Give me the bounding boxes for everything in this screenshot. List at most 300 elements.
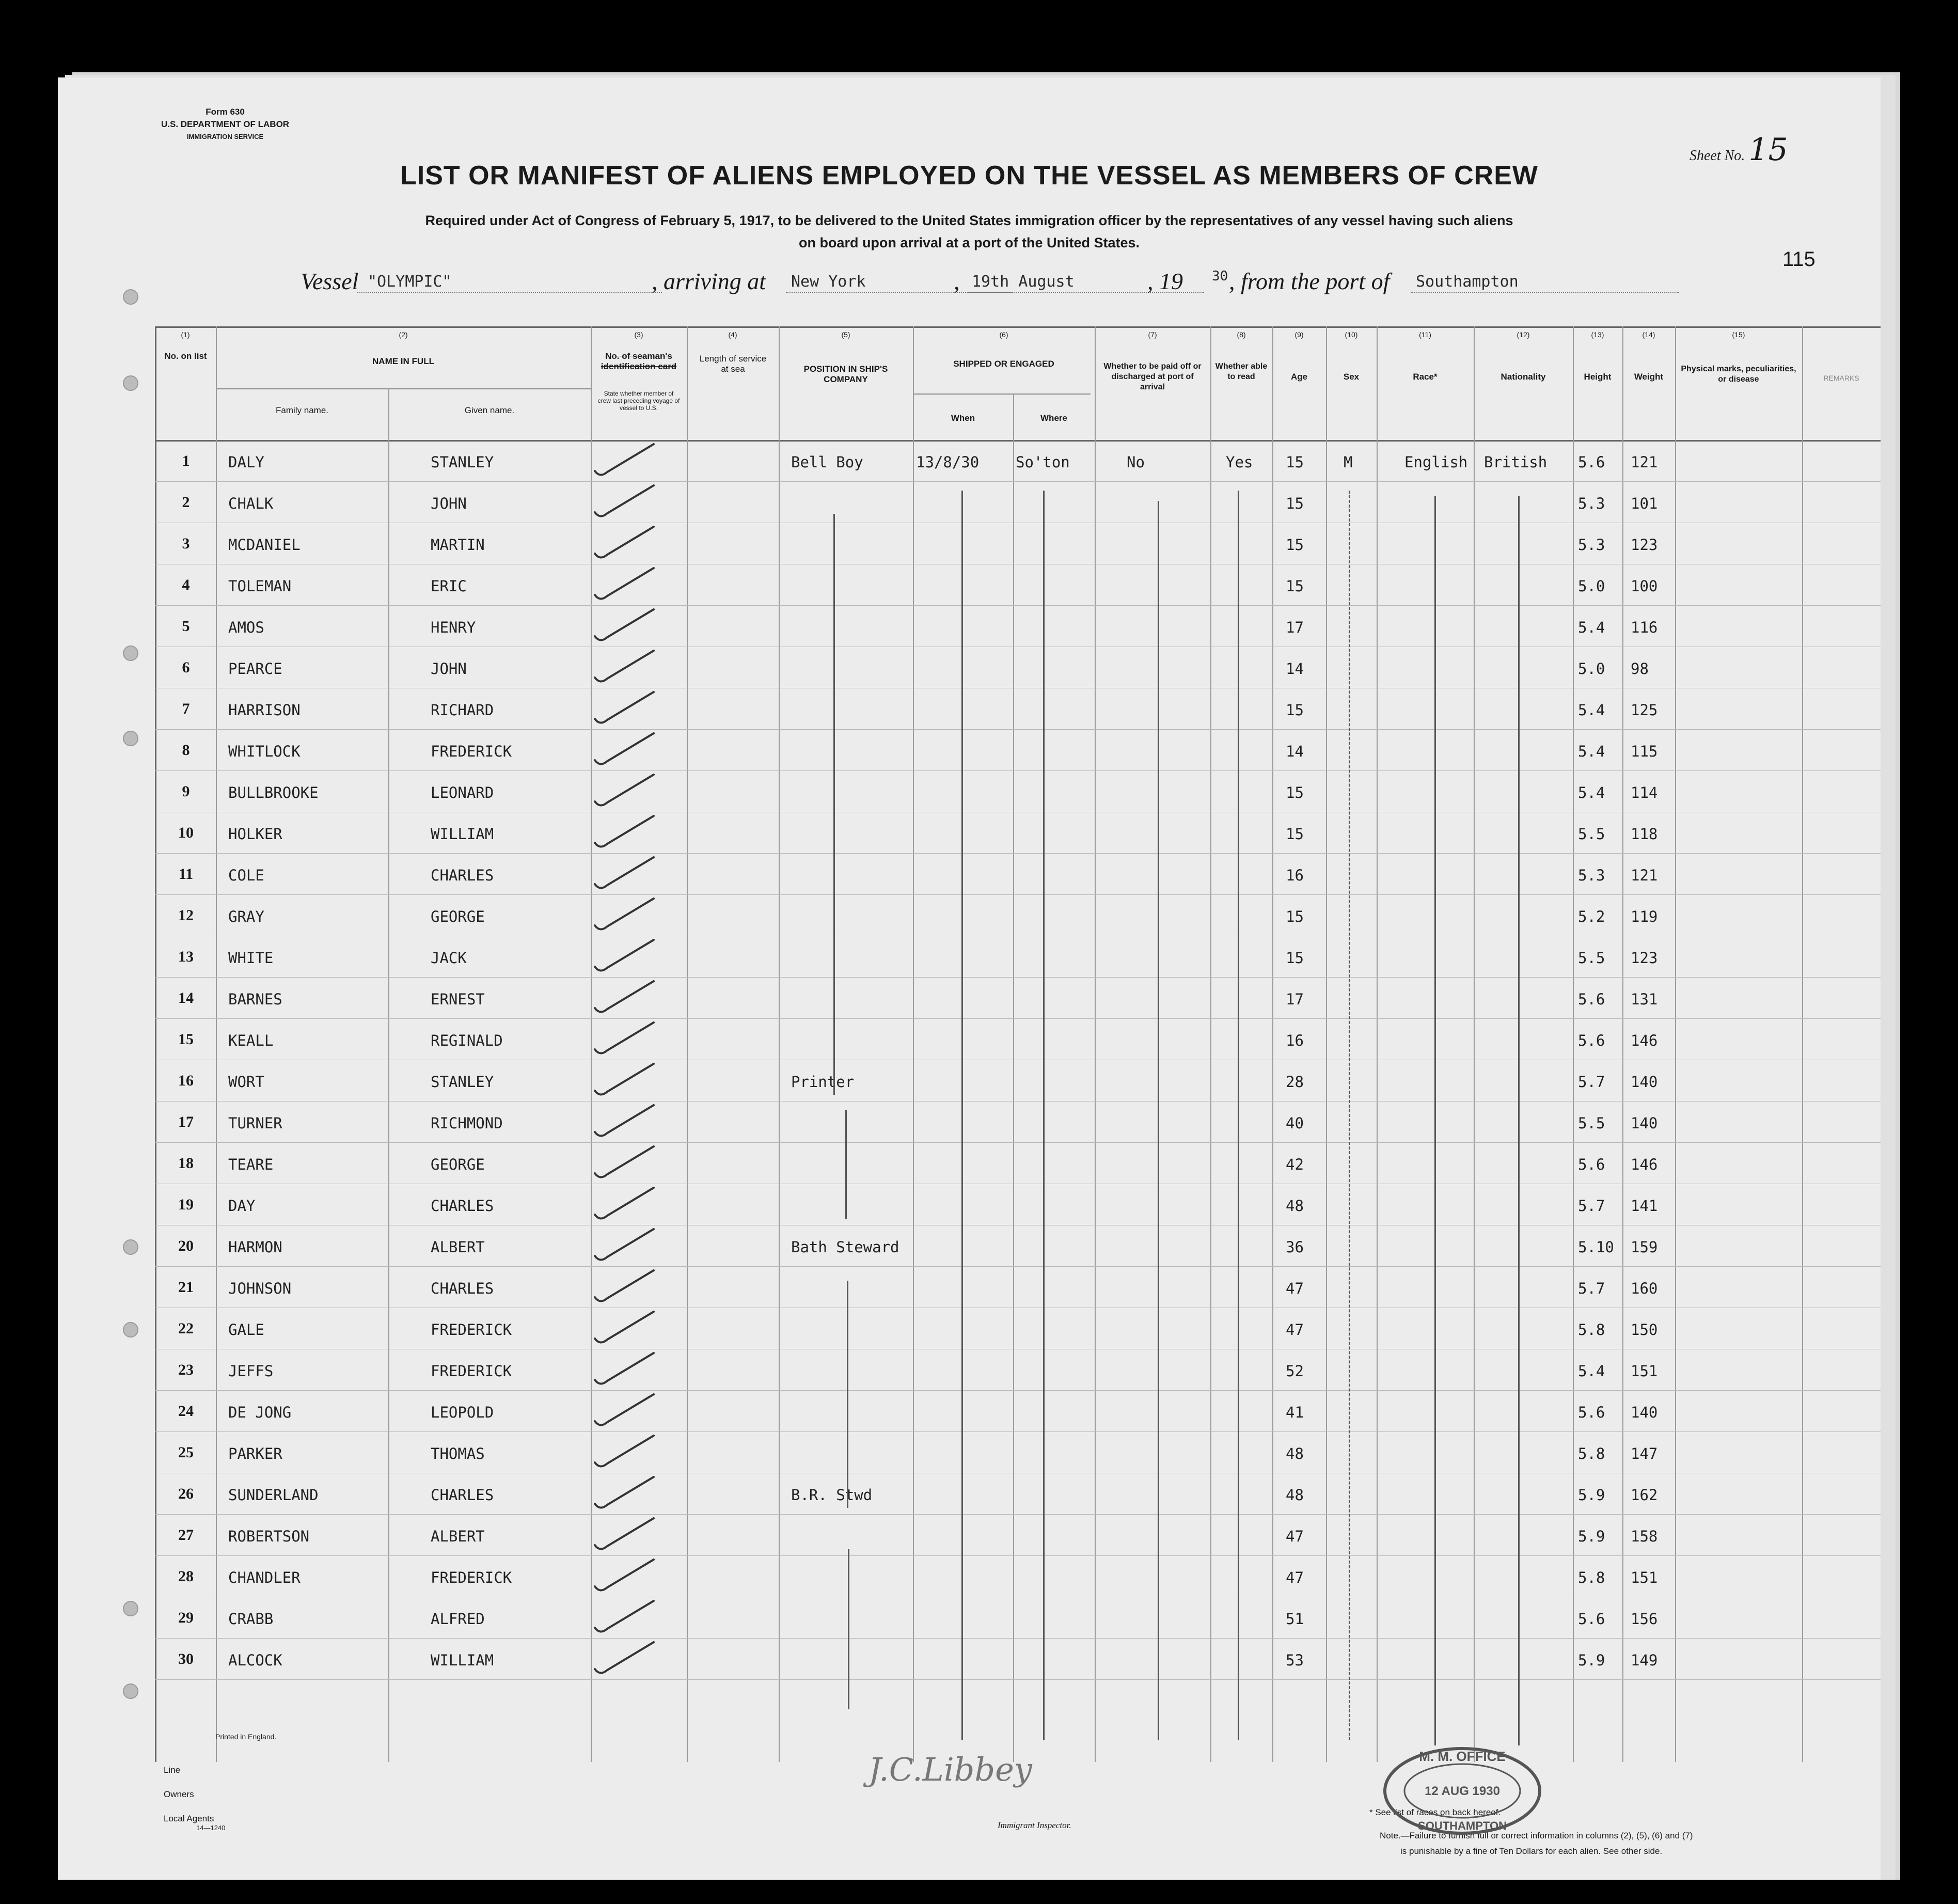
family-name-cell: CRABB bbox=[228, 1610, 274, 1628]
given-name-cell: THOMAS bbox=[431, 1445, 485, 1462]
family-name-cell: JEFFS bbox=[228, 1362, 274, 1380]
age-cell: 15 bbox=[1286, 577, 1304, 595]
weight-cell: 98 bbox=[1631, 660, 1649, 678]
race-note: * See list of races on back hereof. bbox=[1369, 1807, 1501, 1817]
height-cell: 5.7 bbox=[1578, 1197, 1605, 1215]
weight-cell: 162 bbox=[1631, 1486, 1658, 1504]
height-cell: 5.6 bbox=[1578, 1032, 1605, 1049]
given-name-cell: ERIC bbox=[431, 577, 467, 595]
colnum-5: (5) bbox=[841, 331, 850, 339]
col-line-7 bbox=[913, 326, 914, 1762]
age-cell: 40 bbox=[1286, 1114, 1304, 1132]
ditto-position-3 bbox=[847, 1281, 848, 1508]
check-mark bbox=[595, 444, 654, 475]
age-cell: 53 bbox=[1286, 1651, 1304, 1669]
row-rule bbox=[155, 481, 1881, 482]
height-cell: 5.6 bbox=[1578, 990, 1605, 1008]
service: IMMIGRATION SERVICE bbox=[186, 133, 264, 140]
weight-cell: 118 bbox=[1631, 825, 1658, 843]
colnum-12: (12) bbox=[1517, 331, 1530, 339]
hdr-where: Where bbox=[1040, 413, 1067, 423]
given-name-cell: STANLEY bbox=[431, 453, 494, 471]
weight-cell: 119 bbox=[1631, 908, 1658, 925]
colnum-10: (10) bbox=[1345, 331, 1358, 339]
family-name-cell: DAY bbox=[228, 1197, 256, 1215]
date-comma: , bbox=[954, 268, 960, 294]
height-cell: 5.3 bbox=[1578, 867, 1605, 884]
family-name-cell: WHITE bbox=[228, 949, 274, 967]
stamp-line-3: SOUTHAMPTON bbox=[1418, 1819, 1507, 1832]
office-stamp bbox=[1380, 1744, 1545, 1837]
height-cell: 5.0 bbox=[1578, 660, 1605, 678]
ditto-sex bbox=[1349, 491, 1350, 1740]
given-name-cell: LEOPOLD bbox=[431, 1404, 494, 1421]
inspector-signature: J.C.Libbey bbox=[869, 1751, 1032, 1788]
hdr-remarks: REMARKS bbox=[1823, 374, 1859, 382]
height-cell: 5.4 bbox=[1578, 619, 1605, 636]
col-line-3 bbox=[388, 388, 389, 1762]
height-cell: 5.9 bbox=[1578, 1651, 1605, 1669]
family-name-cell: KEALL bbox=[228, 1032, 274, 1049]
hdr-seaman-id: No. of seaman's identification card bbox=[601, 351, 677, 371]
weight-cell: 149 bbox=[1631, 1651, 1658, 1669]
family-name-cell: HOLKER bbox=[228, 825, 282, 843]
age-cell: 47 bbox=[1286, 1280, 1304, 1297]
hdr-when: When bbox=[951, 413, 975, 423]
date-value: 19th August bbox=[972, 273, 1075, 291]
hdr-seaman-note: State whether member of crew last preceding voyage of vessel to U.S. bbox=[597, 390, 680, 412]
colnum-1: (1) bbox=[181, 331, 190, 339]
row-number: 12 bbox=[178, 907, 194, 924]
age-cell: 15 bbox=[1286, 908, 1304, 925]
family-name-cell: BARNES bbox=[228, 990, 282, 1008]
given-name-cell: JACK bbox=[431, 949, 467, 967]
given-name-cell: GEORGE bbox=[431, 1156, 485, 1173]
family-name-cell: COLE bbox=[228, 867, 264, 884]
col-line-13 bbox=[1377, 326, 1378, 1762]
paid-off-cell: No bbox=[1127, 453, 1145, 471]
race-cell: English bbox=[1404, 453, 1468, 471]
row-number: 18 bbox=[178, 1155, 194, 1172]
colnum-6: (6) bbox=[999, 331, 1008, 339]
check-mark bbox=[595, 1270, 654, 1301]
family-name-cell: MCDANIEL bbox=[228, 536, 301, 554]
row-rule bbox=[155, 1638, 1881, 1639]
col-line-17 bbox=[1675, 326, 1676, 1762]
row-number: 14 bbox=[178, 989, 194, 1006]
hdr-paid-off: Whether to be paid off or discharged at port of arrival bbox=[1103, 362, 1202, 391]
family-name-cell: WHITLOCK bbox=[228, 743, 301, 760]
row-rule bbox=[155, 729, 1881, 730]
hdr-nationality: Nationality bbox=[1501, 372, 1546, 382]
check-mark bbox=[595, 1436, 654, 1467]
row-number: 16 bbox=[178, 1072, 194, 1089]
weight-cell: 146 bbox=[1631, 1032, 1658, 1049]
arriving-label: , arriving at bbox=[652, 268, 766, 294]
row-number: 10 bbox=[178, 824, 194, 841]
binder-hole bbox=[123, 1601, 138, 1616]
vessel-fill bbox=[357, 292, 662, 293]
row-number: 1 bbox=[182, 452, 190, 469]
colnum-13: (13) bbox=[1591, 331, 1604, 339]
row-number: 19 bbox=[178, 1196, 194, 1213]
header-bottom-rule bbox=[155, 440, 1881, 442]
subtitle-line-2: on board upon arrival at a port of the United States. bbox=[798, 235, 1140, 250]
weight-cell: 121 bbox=[1631, 453, 1658, 471]
given-name-cell: HENRY bbox=[431, 619, 476, 636]
row-number: 3 bbox=[182, 535, 190, 552]
row-rule bbox=[155, 1431, 1881, 1432]
height-cell: 5.3 bbox=[1578, 536, 1605, 554]
row-number: 21 bbox=[178, 1279, 194, 1296]
given-name-cell: ALBERT bbox=[431, 1528, 485, 1545]
row-rule bbox=[155, 1514, 1881, 1515]
weight-cell: 140 bbox=[1631, 1114, 1658, 1132]
family-name-cell: HARRISON bbox=[228, 701, 301, 719]
ditto-paid bbox=[1158, 501, 1159, 1740]
row-rule bbox=[155, 1679, 1881, 1680]
col-line-10 bbox=[1210, 326, 1211, 1762]
age-cell: 17 bbox=[1286, 990, 1304, 1008]
sheet-value: 15 bbox=[1748, 132, 1788, 168]
position-cell: Bell Boy bbox=[791, 453, 863, 471]
col-line-14 bbox=[1474, 326, 1475, 1762]
binder-hole bbox=[123, 731, 138, 746]
weight-cell: 115 bbox=[1631, 743, 1658, 760]
hdr-height: Height bbox=[1584, 372, 1612, 382]
col-line-15 bbox=[1573, 326, 1574, 1762]
position-cell: Printer bbox=[791, 1073, 855, 1091]
family-name-cell: TOLEMAN bbox=[228, 577, 292, 595]
check-mark bbox=[595, 568, 654, 599]
height-cell: 5.4 bbox=[1578, 784, 1605, 801]
age-cell: 16 bbox=[1286, 1032, 1304, 1049]
col-line-18 bbox=[1802, 326, 1803, 1762]
subtitle-line-1: Required under Act of Congress of February 5, 1917, to be delivered to the United States immigration officer by the representatives of any vessel having such aliens bbox=[425, 213, 1513, 228]
colnum-11: (11) bbox=[1419, 331, 1431, 339]
given-name-cell: CHARLES bbox=[431, 867, 494, 884]
year-value: 30 bbox=[1212, 269, 1228, 284]
height-cell: 5.6 bbox=[1578, 1156, 1605, 1173]
year-prefix-text: 19 bbox=[1159, 268, 1183, 294]
able-read-cell: Yes bbox=[1226, 453, 1253, 471]
check-mark bbox=[595, 857, 654, 888]
given-name-cell: JOHN bbox=[431, 495, 467, 512]
weight-cell: 100 bbox=[1631, 577, 1658, 595]
colnum-8: (8) bbox=[1237, 331, 1246, 339]
ditto-position-4 bbox=[848, 1549, 849, 1709]
age-cell: 28 bbox=[1286, 1073, 1304, 1091]
given-name-cell: FREDERICK bbox=[431, 743, 512, 760]
seaman-check-marks bbox=[591, 440, 687, 1762]
col-line-1 bbox=[155, 326, 156, 1762]
row-rule bbox=[155, 1390, 1881, 1391]
weight-cell: 146 bbox=[1631, 1156, 1658, 1173]
row-number: 2 bbox=[182, 494, 190, 511]
row-number: 8 bbox=[182, 742, 190, 759]
family-name-cell: ROBERTSON bbox=[228, 1528, 310, 1545]
hdr-physical: Physical marks, peculiarities, or disease bbox=[1681, 365, 1796, 384]
family-name-cell: DE JONG bbox=[228, 1404, 292, 1421]
footer-form-code: 14—1240 bbox=[196, 1824, 226, 1832]
given-name-cell: MARTIN bbox=[431, 536, 485, 554]
height-cell: 5.9 bbox=[1578, 1486, 1605, 1504]
hdr-race: Race* bbox=[1413, 372, 1438, 382]
given-name-cell: ALFRED bbox=[431, 1610, 485, 1628]
check-mark bbox=[595, 1105, 654, 1136]
check-mark bbox=[595, 1642, 654, 1673]
family-name-cell: WORT bbox=[228, 1073, 264, 1091]
colnum-4: (4) bbox=[728, 331, 737, 339]
weight-cell: 151 bbox=[1631, 1362, 1658, 1380]
row-rule bbox=[155, 894, 1881, 895]
height-cell: 5.5 bbox=[1578, 1114, 1605, 1132]
col-line-6 bbox=[779, 326, 780, 1762]
row-rule bbox=[155, 605, 1881, 606]
family-name-cell: PARKER bbox=[228, 1445, 282, 1462]
hdr-no-on-list: No. on list bbox=[164, 351, 207, 361]
weight-cell: 131 bbox=[1631, 990, 1658, 1008]
shipped-split-rule bbox=[913, 394, 1091, 395]
manifest-page bbox=[58, 77, 1881, 1880]
port-label: , from the port of bbox=[1229, 268, 1390, 294]
age-cell: 48 bbox=[1286, 1445, 1304, 1462]
hdr-given-name: Given name. bbox=[464, 405, 515, 415]
family-name-cell: CHALK bbox=[228, 495, 274, 512]
height-cell: 5.7 bbox=[1578, 1073, 1605, 1091]
row-rule bbox=[155, 977, 1881, 978]
age-cell: 51 bbox=[1286, 1610, 1304, 1628]
age-cell: 41 bbox=[1286, 1404, 1304, 1421]
family-name-cell: PEARCE bbox=[228, 660, 282, 678]
check-mark bbox=[595, 692, 654, 723]
hdr-age: Age bbox=[1290, 372, 1308, 382]
weight-cell: 125 bbox=[1631, 701, 1658, 719]
given-name-cell: WILLIAM bbox=[431, 825, 494, 843]
binder-hole bbox=[123, 646, 138, 661]
check-mark bbox=[595, 775, 654, 806]
age-cell: 47 bbox=[1286, 1569, 1304, 1586]
family-name-cell: DALY bbox=[228, 453, 264, 471]
age-cell: 48 bbox=[1286, 1486, 1304, 1504]
height-cell: 5.4 bbox=[1578, 1362, 1605, 1380]
form-number: Form 630 bbox=[206, 107, 245, 117]
colnum-7: (7) bbox=[1148, 331, 1157, 339]
penalty-note-2: is punishable by a fine of Ten Dollars for each alien. See other side. bbox=[1400, 1846, 1663, 1856]
row-number: 15 bbox=[178, 1031, 194, 1048]
row-number: 20 bbox=[178, 1237, 194, 1254]
hdr-length-service: Length of service at sea bbox=[699, 354, 767, 374]
check-mark bbox=[595, 1312, 654, 1343]
footer-owners: Owners bbox=[164, 1789, 194, 1799]
age-cell: 15 bbox=[1286, 536, 1304, 554]
hdr-position: POSITION IN SHIP'S COMPANY bbox=[803, 364, 888, 384]
weight-cell: 151 bbox=[1631, 1569, 1658, 1586]
given-name-cell: ALBERT bbox=[431, 1238, 485, 1256]
colnum-14: (14) bbox=[1642, 331, 1655, 339]
weight-cell: 140 bbox=[1631, 1073, 1658, 1091]
age-cell: 15 bbox=[1286, 784, 1304, 801]
row-number: 9 bbox=[182, 783, 190, 800]
row-number: 29 bbox=[178, 1609, 194, 1626]
age-cell: 17 bbox=[1286, 619, 1304, 636]
age-cell: 52 bbox=[1286, 1362, 1304, 1380]
row-rule bbox=[155, 1142, 1881, 1143]
hdr-shipped: SHIPPED OR ENGAGED bbox=[953, 359, 1054, 369]
table-top-rule bbox=[155, 326, 1881, 328]
given-name-cell: CHARLES bbox=[431, 1486, 494, 1504]
row-number: 24 bbox=[178, 1403, 194, 1420]
colnum-15: (15) bbox=[1732, 331, 1745, 339]
port-fill bbox=[1411, 292, 1679, 293]
given-name-cell: WILLIAM bbox=[431, 1651, 494, 1669]
family-name-cell: GRAY bbox=[228, 908, 264, 925]
family-name-cell: BULLBROOKE bbox=[228, 784, 319, 801]
height-cell: 5.7 bbox=[1578, 1280, 1605, 1297]
family-name-cell: AMOS bbox=[228, 619, 264, 636]
binder-hole bbox=[123, 1239, 138, 1255]
port-value: Southampton bbox=[1416, 273, 1519, 291]
check-mark bbox=[595, 1394, 654, 1425]
row-number: 25 bbox=[178, 1444, 194, 1461]
vessel-label: Vessel bbox=[301, 268, 359, 294]
row-rule bbox=[155, 1555, 1881, 1556]
binder-hole bbox=[123, 375, 138, 391]
given-name-cell: FREDERICK bbox=[431, 1569, 512, 1586]
colnum-9: (9) bbox=[1294, 331, 1304, 339]
age-cell: 36 bbox=[1286, 1238, 1304, 1256]
height-cell: 5.3 bbox=[1578, 495, 1605, 512]
check-mark bbox=[595, 1353, 654, 1384]
age-cell: 15 bbox=[1286, 453, 1304, 471]
col-line-8 bbox=[1013, 394, 1014, 1762]
footer-line: Line bbox=[164, 1765, 181, 1775]
row-number: 11 bbox=[178, 866, 194, 883]
position-cell: Bath Steward bbox=[791, 1238, 899, 1256]
weight-cell: 150 bbox=[1631, 1321, 1658, 1339]
age-cell: 47 bbox=[1286, 1528, 1304, 1545]
hdr-name-in-full: NAME IN FULL bbox=[372, 356, 434, 366]
check-mark bbox=[595, 981, 654, 1012]
age-cell: 42 bbox=[1286, 1156, 1304, 1173]
binder-hole bbox=[123, 1683, 138, 1699]
printed-in: Printed in England. bbox=[215, 1733, 277, 1741]
row-number: 27 bbox=[178, 1527, 194, 1544]
where-cell: So'ton bbox=[1016, 453, 1070, 471]
nationality-cell: British bbox=[1484, 453, 1548, 471]
check-mark bbox=[595, 1477, 654, 1508]
stamp-line-1: M. M. OFFICE bbox=[1419, 1749, 1506, 1764]
height-cell: 5.5 bbox=[1578, 825, 1605, 843]
check-mark bbox=[595, 1022, 654, 1053]
family-name-cell: ALCOCK bbox=[228, 1651, 282, 1669]
height-cell: 5.6 bbox=[1578, 453, 1605, 471]
age-cell: 14 bbox=[1286, 660, 1304, 678]
family-name-cell: CHANDLER bbox=[228, 1569, 301, 1586]
position-cell: B.R. Stwd bbox=[791, 1486, 873, 1504]
hdr-weight: Weight bbox=[1634, 372, 1664, 382]
row-number: 22 bbox=[178, 1320, 194, 1337]
weight-cell: 160 bbox=[1631, 1280, 1658, 1297]
weight-cell: 141 bbox=[1631, 1197, 1658, 1215]
check-mark bbox=[595, 1601, 654, 1632]
age-cell: 15 bbox=[1286, 495, 1304, 512]
family-name-cell: SUNDERLAND bbox=[228, 1486, 319, 1504]
given-name-cell: GEORGE bbox=[431, 908, 485, 925]
age-cell: 47 bbox=[1286, 1321, 1304, 1339]
given-name-cell: CHARLES bbox=[431, 1280, 494, 1297]
weight-cell: 114 bbox=[1631, 784, 1658, 801]
row-number: 23 bbox=[178, 1361, 194, 1378]
given-name-cell: RICHARD bbox=[431, 701, 494, 719]
row-number: 26 bbox=[178, 1485, 194, 1502]
check-mark bbox=[595, 1560, 654, 1591]
sex-cell: M bbox=[1344, 453, 1353, 471]
height-cell: 5.8 bbox=[1578, 1569, 1605, 1586]
age-cell: 15 bbox=[1286, 701, 1304, 719]
col-line-16 bbox=[1622, 326, 1623, 1762]
hdr-sex: Sex bbox=[1343, 372, 1360, 382]
height-cell: 5.4 bbox=[1578, 743, 1605, 760]
family-name-cell: TURNER bbox=[228, 1114, 282, 1132]
height-cell: 5.10 bbox=[1578, 1238, 1614, 1256]
check-mark bbox=[595, 527, 654, 558]
weight-cell: 156 bbox=[1631, 1610, 1658, 1628]
check-mark bbox=[595, 651, 654, 682]
row-rule bbox=[155, 1266, 1881, 1267]
family-name-cell: TEARE bbox=[228, 1156, 274, 1173]
row-number: 5 bbox=[182, 618, 190, 635]
family-name-cell: GALE bbox=[228, 1321, 264, 1339]
check-mark bbox=[595, 609, 654, 640]
check-mark bbox=[595, 1146, 654, 1177]
binder-hole bbox=[123, 1322, 138, 1337]
check-mark bbox=[595, 1229, 654, 1260]
col-line-9 bbox=[1095, 326, 1096, 1762]
department: U.S. DEPARTMENT OF LABOR bbox=[161, 119, 290, 129]
check-mark bbox=[595, 1518, 654, 1549]
family-name-cell: HARMON bbox=[228, 1238, 282, 1256]
ditto-read bbox=[1238, 491, 1239, 1740]
year-prefix: , 19 bbox=[1147, 268, 1183, 294]
given-name-cell: FREDERICK bbox=[431, 1321, 512, 1339]
page-number: 115 bbox=[1782, 248, 1815, 271]
col-line-2 bbox=[216, 326, 217, 1762]
footer-local-agents: Local Agents bbox=[164, 1814, 214, 1823]
height-cell: 5.6 bbox=[1578, 1610, 1605, 1628]
when-cell: 13/8/30 bbox=[916, 453, 980, 471]
weight-cell: 123 bbox=[1631, 949, 1658, 967]
check-mark bbox=[595, 940, 654, 971]
row-number: 4 bbox=[182, 576, 190, 593]
ditto-when bbox=[961, 491, 963, 1740]
row-rule bbox=[155, 770, 1881, 771]
binder-hole bbox=[123, 289, 138, 305]
hdr-able-read: Whether able to read bbox=[1215, 362, 1268, 381]
given-name-cell: FREDERICK bbox=[431, 1362, 512, 1380]
ditto-position-1 bbox=[833, 514, 835, 1095]
height-cell: 5.5 bbox=[1578, 949, 1605, 967]
age-cell: 14 bbox=[1286, 743, 1304, 760]
family-name-cell: JOHNSON bbox=[228, 1280, 292, 1297]
check-mark bbox=[595, 485, 654, 516]
col-line-5 bbox=[687, 326, 688, 1762]
stamp-line-2: 12 AUG 1930 bbox=[1425, 1784, 1500, 1798]
penalty-note-1: Note.—Failure to furnish full or correct information in columns (2), (5), (6) and (7) bbox=[1380, 1831, 1693, 1840]
height-cell: 5.2 bbox=[1578, 908, 1605, 925]
height-cell: 5.6 bbox=[1578, 1404, 1605, 1421]
weight-cell: 159 bbox=[1631, 1238, 1658, 1256]
